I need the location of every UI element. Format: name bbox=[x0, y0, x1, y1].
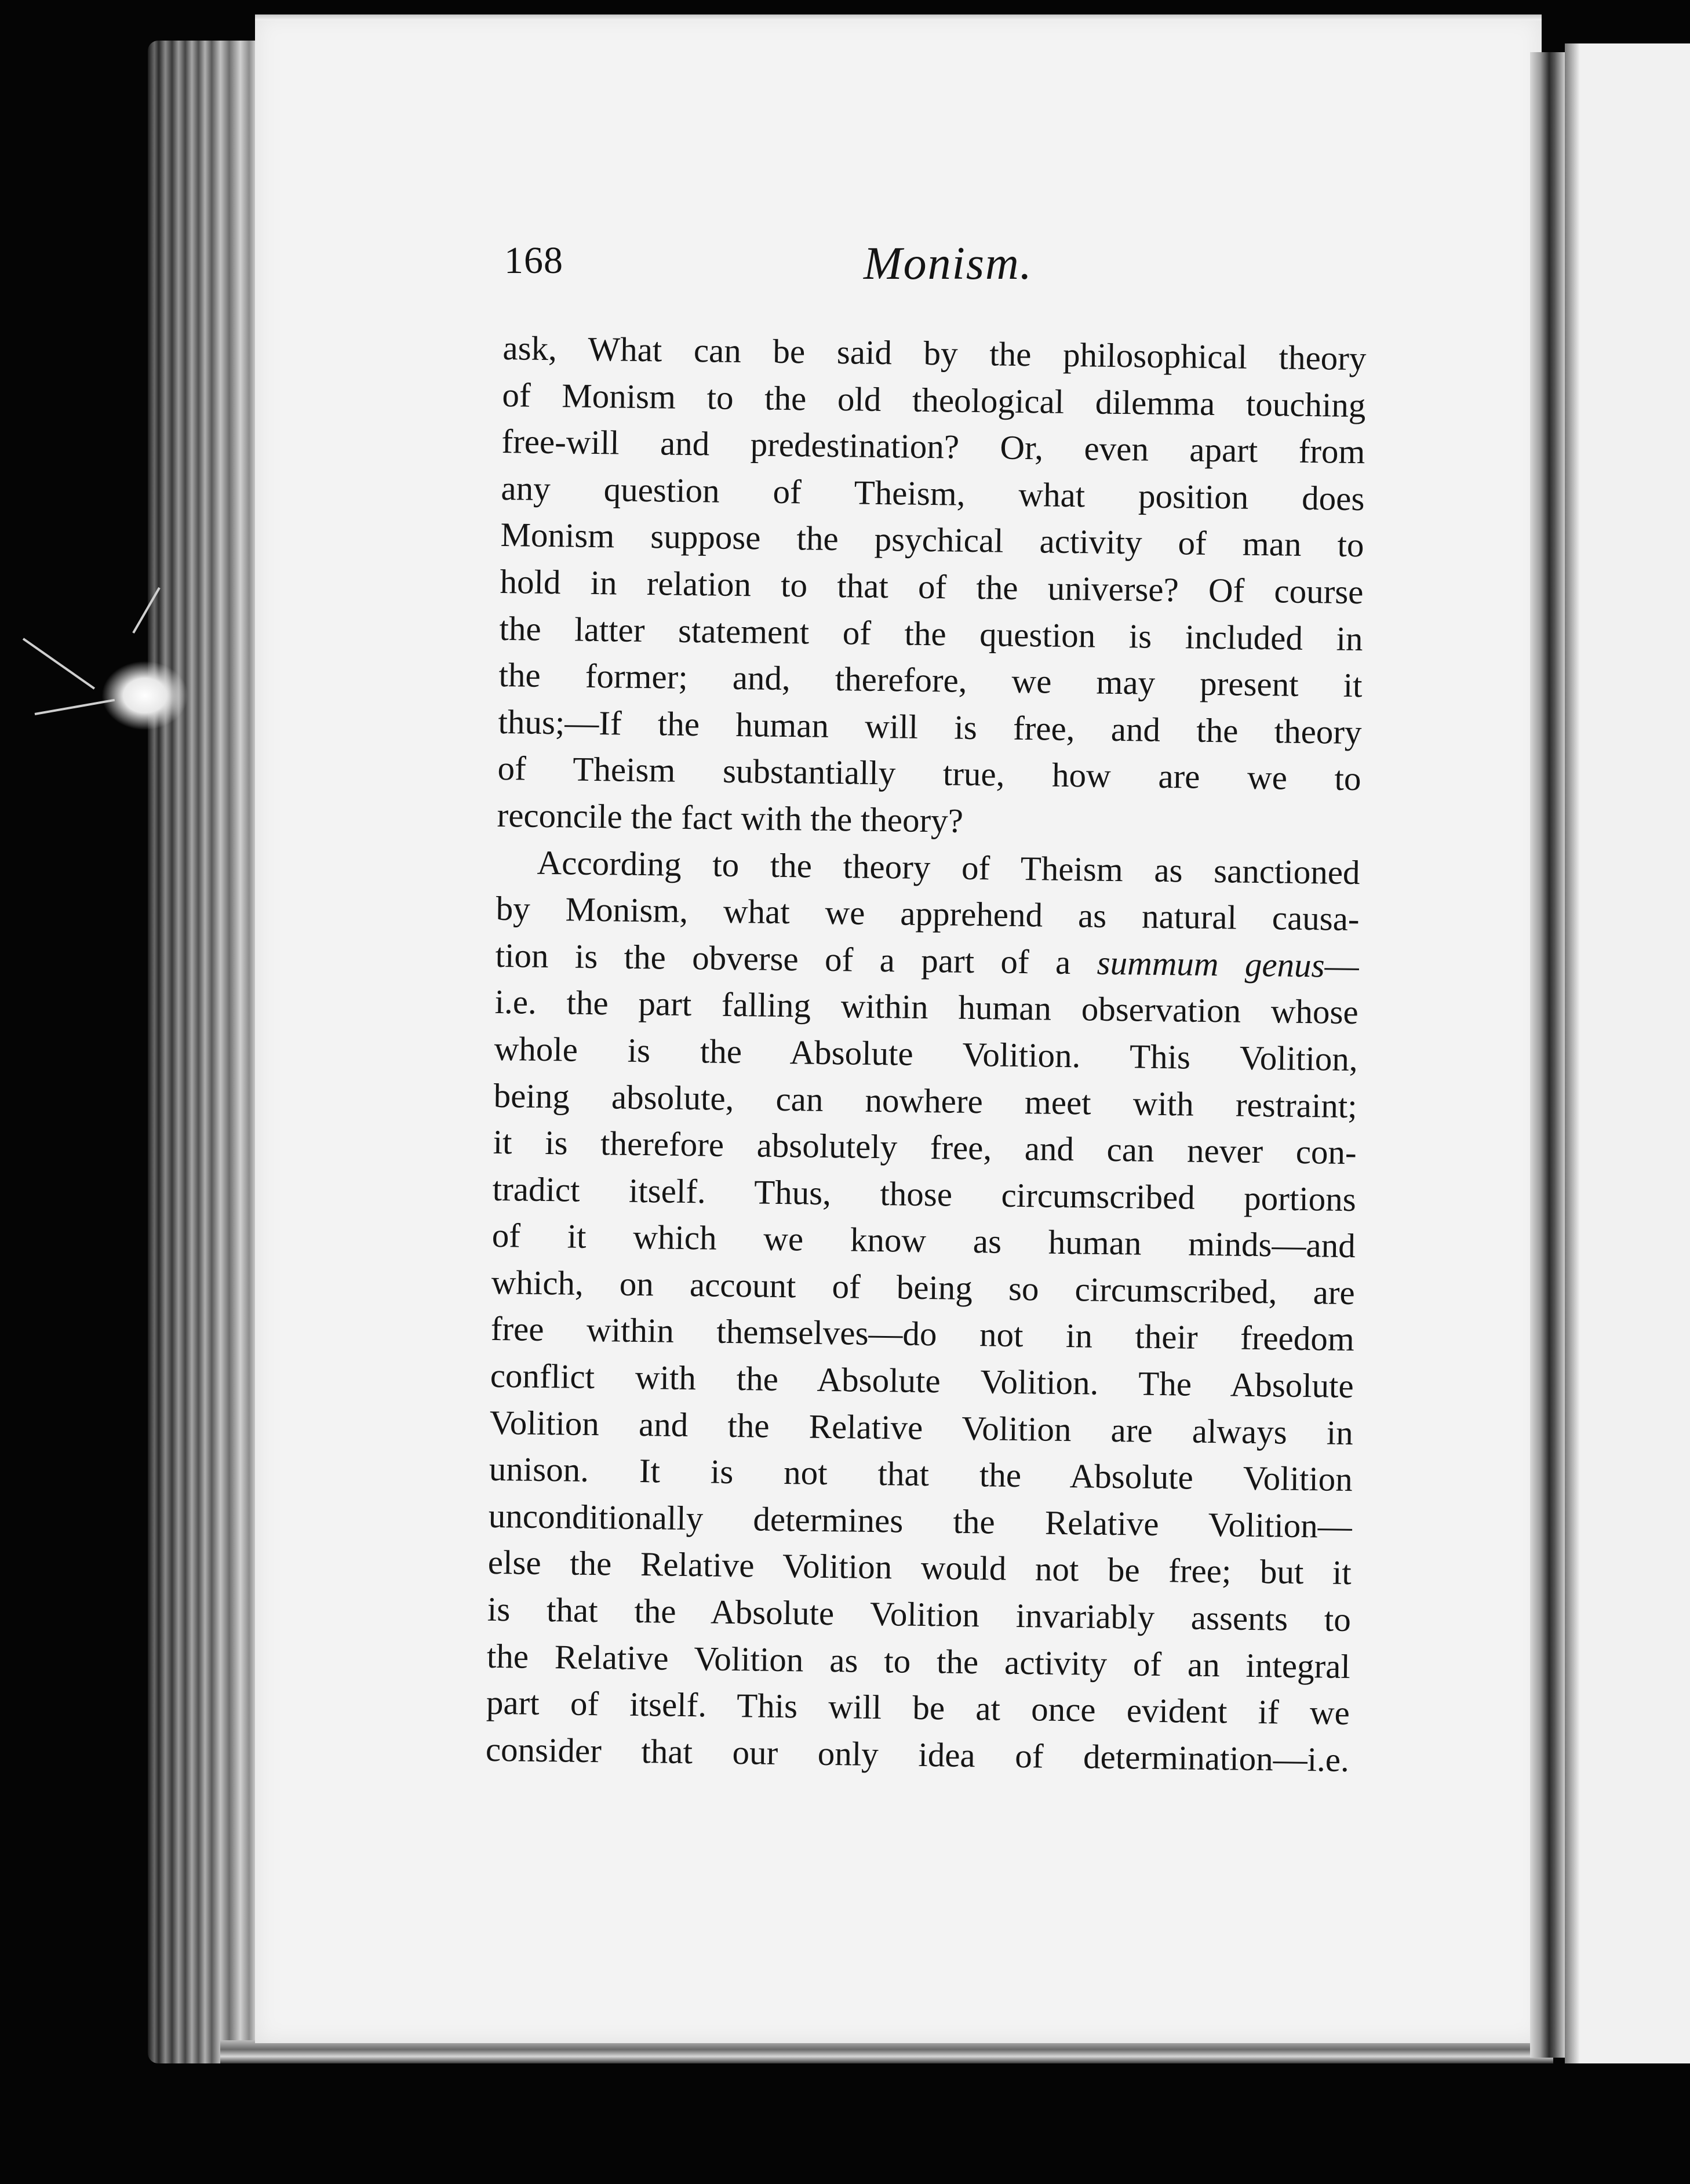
text-line: it is therefore absolutely free, and can never con- bbox=[493, 1122, 1357, 1172]
page-number: 168 bbox=[504, 239, 563, 282]
text-line: by Monism, what we apprehend as natural causa- bbox=[496, 889, 1360, 938]
text-line: else the Relative Volition would not be free; but it bbox=[487, 1543, 1352, 1592]
text-line: ask, What can be said by the philosophical theory bbox=[502, 328, 1367, 378]
text-line: tradict itself. Thus, those circumscribed portions bbox=[492, 1169, 1357, 1218]
text-line: of Monism to the old theological dilemma touching bbox=[502, 375, 1366, 424]
italic-term: summum genus bbox=[1097, 943, 1325, 985]
text-line: which, on account of being so circumscribed, are bbox=[491, 1262, 1356, 1312]
running-head: Monism. bbox=[864, 238, 1033, 289]
text-line: conflict with the Absolute Volition. The Absolute bbox=[490, 1356, 1354, 1406]
text-segment: tion is the obverse of a part of a bbox=[495, 936, 1098, 982]
text-line: consider that our only idea of determination—i.e. bbox=[485, 1730, 1350, 1779]
text-line: the former; and, therefore, we may present it bbox=[498, 656, 1363, 705]
page-header bbox=[504, 232, 1374, 307]
text-line: Volition and the Relative Volition are always in bbox=[489, 1403, 1354, 1452]
text-line: thus;—If the human will is free, and the theory bbox=[498, 702, 1362, 751]
text-line: free within themselves—do not in their freedom bbox=[490, 1309, 1355, 1359]
text-line: being absolute, can nowhere meet with restraint; bbox=[493, 1076, 1358, 1125]
dust-fiber bbox=[23, 638, 95, 689]
text-line: unconditionally determines the Relative Volition— bbox=[488, 1496, 1353, 1545]
left-page-top-edge bbox=[255, 14, 1542, 20]
text-line: Monism suppose the psychical activity of man to bbox=[500, 515, 1364, 565]
text-segment: — bbox=[1324, 946, 1360, 985]
body-text bbox=[485, 325, 1366, 1783]
text-line: of Theism substantially true, how are we to bbox=[497, 749, 1361, 798]
text-line: free-will and predestination? Or, even apart from bbox=[501, 422, 1365, 471]
text-line-paragraph-start: According to the theory of Theism as sanctioned bbox=[537, 843, 1360, 891]
text-line: the latter statement of the question is included in bbox=[499, 609, 1363, 658]
text-line: the Relative Volition as to the activity of an integral bbox=[486, 1636, 1351, 1686]
book-gutter bbox=[1530, 52, 1565, 2058]
right-page-shadow bbox=[1565, 43, 1580, 2063]
text-line: is that the Absolute Volition invariably assents to bbox=[487, 1589, 1352, 1639]
text-line: hold in relation to that of the universe? Of course bbox=[500, 562, 1364, 611]
right-page-sliver bbox=[1565, 43, 1690, 2063]
text-line: any question of Theism, what position does bbox=[501, 468, 1365, 518]
text-line: unison. It is not that the Absolute Volition bbox=[489, 1450, 1353, 1499]
page-stack-bottom-edge bbox=[220, 2040, 1553, 2063]
text-line: i.e. the part falling within human observation whose bbox=[494, 982, 1359, 1032]
text-line: whole is the Absolute Volition. This Volition, bbox=[494, 1029, 1358, 1079]
text-line: reconcile the fact with the theory? bbox=[497, 795, 964, 840]
text-line: part of itself. This will be at once evident if we bbox=[486, 1683, 1350, 1732]
text-line: of it which we know as human minds—and bbox=[491, 1216, 1356, 1265]
dust-speck bbox=[101, 661, 188, 730]
page-stack-edge bbox=[148, 41, 258, 2063]
